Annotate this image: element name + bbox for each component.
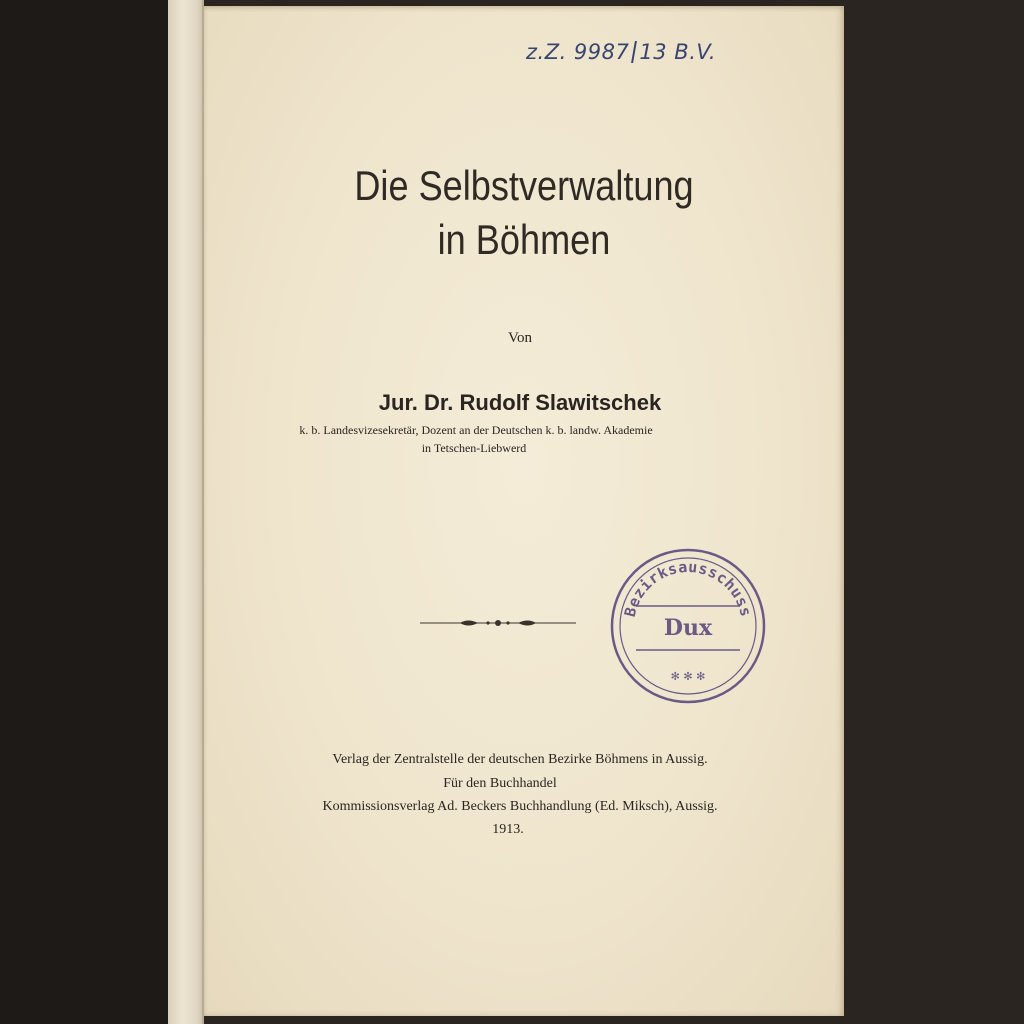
stamp-center-text: Dux <box>663 615 713 641</box>
call-number-left: z.Z. 9987 <box>526 40 630 64</box>
publisher-line-1: Verlag der Zentralstelle der deutschen Bezirke Böhmens in Aussig. <box>332 752 708 767</box>
title-line-1: Die Selbstverwaltung <box>354 162 694 209</box>
author-affiliation-line-1: k. b. Landesvizesekretär, Dozent an der Deutschen k. b. landw. Akademie <box>299 423 653 437</box>
call-number-right: 13 B.V. <box>639 40 717 64</box>
library-stamp <box>608 546 768 706</box>
stamp-ornament-icon: ✻ ✻ ✻ <box>670 670 706 683</box>
title-page <box>204 6 844 1016</box>
book-spine-edge <box>168 0 204 1024</box>
stamp-ring-text: Bezirksausschuss <box>620 557 756 619</box>
publisher-line-3: Kommissionsverlag Ad. Beckers Buchhandlung (Ed. Miksch), Aussig. <box>322 799 718 814</box>
handwritten-call-number <box>526 40 716 64</box>
publication-year: 1913. <box>492 822 524 837</box>
by-label: Von <box>508 330 532 346</box>
publisher-line-2: Für den Buchhandel <box>443 776 557 791</box>
author-affiliation-line-2: in Tetschen-Liebwerd <box>421 441 527 455</box>
ornamental-rule <box>420 616 576 630</box>
call-number-separator <box>631 41 637 63</box>
author-name: Jur. Dr. Rudolf Slawitschek <box>378 390 662 415</box>
title-line-2: in Böhmen <box>437 216 611 263</box>
